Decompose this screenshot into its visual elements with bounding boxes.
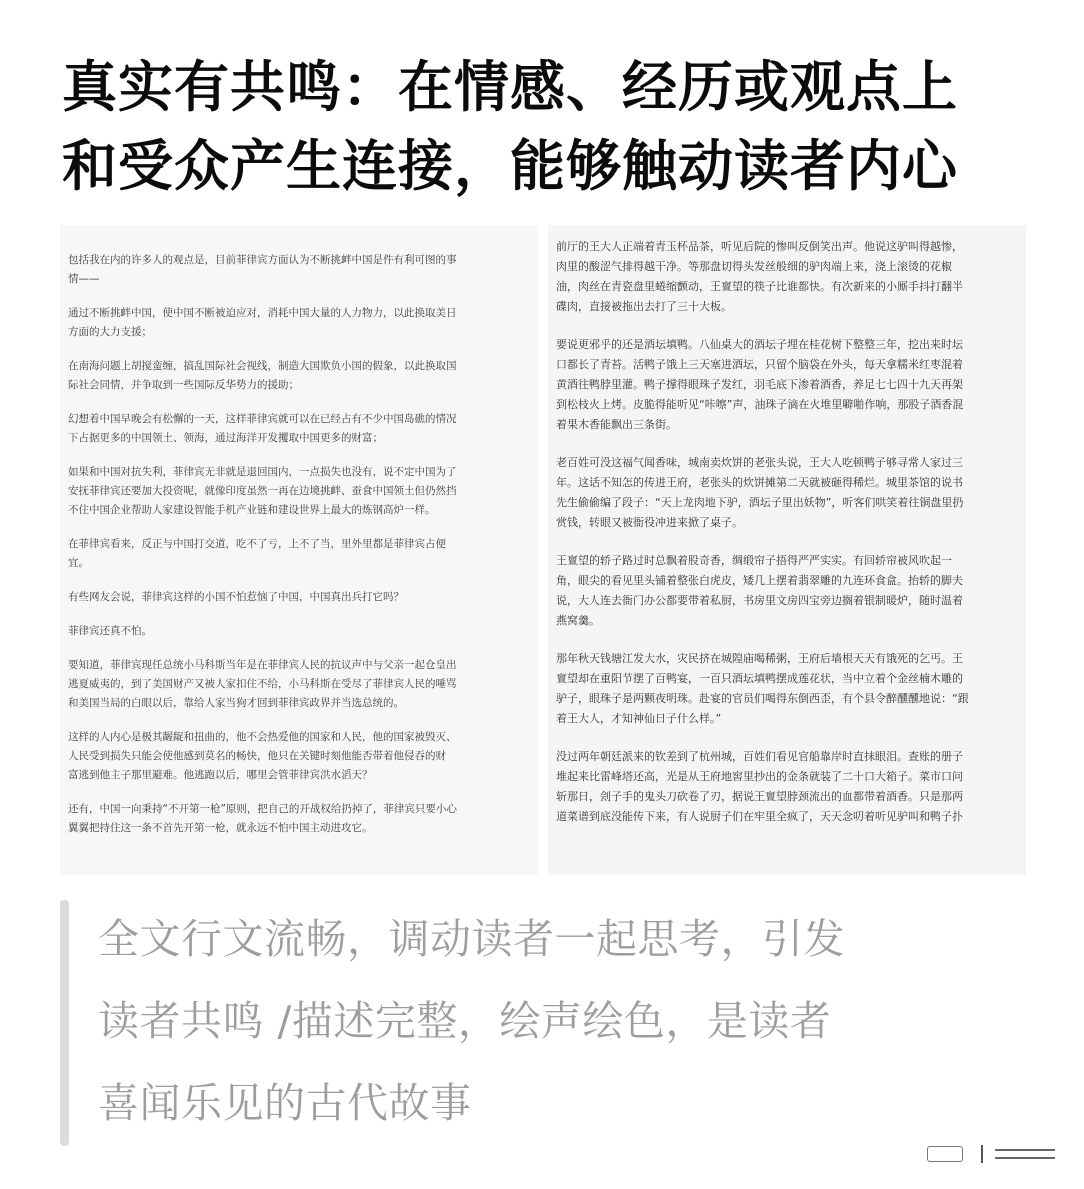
paragraph-line: 要知道，菲律宾现任总统小马科斯当年是在菲律宾人民的抗议声中与父亲一起仓皇出 [68,659,457,671]
left-paragraph [68,622,538,641]
paragraph-line: 黄酒往鸭脖里灌。鸭子撑得眼珠子发红，羽毛底下渗着酒香，养足七七四十九天再架 [556,378,963,391]
paragraph-line: 逃夏威夷的，到了美国财产又被人家扣住不给，小马科斯在受尽了菲律宾人民的唾骂 [68,678,457,690]
left-paragraph [68,535,538,573]
paragraph-line: 说，大人连去衙门办公都要带着私厨，书房里文房四宝旁边搁着银制暖炉，随时温着 [556,594,963,607]
paragraph-line: 宜。 [68,557,89,569]
paragraph-line: 不住中国企业帮助人家建设智能手机产业链和建设世界上最大的炼钢高炉一样。 [68,504,436,516]
paragraph-line: 口都长了青苔。活鸭子饿上三天塞进酒坛，只留个脑袋在外头，每天拿糯米红枣混着 [556,358,963,371]
paragraph-line: 下占据更多的中国领土、领海，通过海洋开发攫取中国更多的财富； [68,432,383,444]
left-paragraph [68,656,538,713]
paragraph-line: 这样的人内心是极其龌龊和扭曲的，他不会热爱他的国家和人民，他的国家被毁灭、 [68,731,457,743]
paragraph-line: 际社会同情，并争取到一些国际反华势力的援助； [68,379,299,391]
paragraph-line: 要说更邪乎的还是酒坛填鸭。八仙桌大的酒坛子埋在桂花树下整整三年，挖出来时坛 [556,338,963,351]
paragraph-line: 斩那日，刽子手的鬼头刀砍卷了刃，据说王亶望脖颈流出的血都带着酒香。只是那两 [556,790,963,803]
comment-quote [60,898,1020,1148]
paragraph-line: 没过两年朝廷派来的钦差到了杭州城，百姓们看见官船靠岸时直抹眼泪。查账的册子 [556,750,963,763]
paragraph-line: 菲律宾还真不怕。 [68,625,152,637]
paragraph-line: 人民受到损失只能会使他感到莫名的畅快，他只在关键时刻他能否带着他侵吞的财 [68,750,446,762]
right-paragraph [556,649,1026,729]
paragraph-line: 和美国当局的白眼以后，靠给人家当狗才回到菲律宾政界并当选总统的。 [68,697,404,709]
left-column-body [68,251,538,853]
paragraph-line: 那年秋天钱塘江发大水，灾民挤在城隍庙喝稀粥，王府后墙根天天有饿死的乞丐。王 [556,652,963,665]
right-paragraph [556,551,1026,631]
cursor-icon [975,1143,989,1165]
left-paragraph [68,357,538,395]
right-column-body [556,237,1026,845]
paragraph-line: 翼翼把持住这一条不首先开第一枪，就永远不怕中国主动进攻它。 [68,822,373,834]
paragraph-line: 着果木香能飘出三条街。 [556,418,677,431]
paragraph-line: 通过不断挑衅中国，使中国不断被迫应对，消耗中国大量的人力物力，以此换取美日 [68,307,457,319]
paragraph-line: 堆起来比雷峰塔还高，光是从王府地窖里抄出的金条就装了二十口大箱子。菜市口问 [556,770,963,783]
quote-text [98,898,845,1144]
right-paragraph [556,747,1026,827]
frame-icon [923,1143,967,1165]
paragraph-line: 年。这话不知怎的传进王府，老张头的炊饼摊第二天就被砸得稀烂。城里茶馆的说书 [556,476,963,489]
paragraph-line: 有些网友会说，菲律宾这样的小国不怕惹恼了中国，中国真出兵打它吗？ [68,591,404,603]
paragraph-line: 赏钱，转眼又被衙役冲进来掀了桌子。 [556,516,743,529]
quote-line-1: 全文行文流畅，调动读者一起思考，引发 [98,915,845,963]
paragraph-line: 还有，中国一向秉持“不开第一枪”原则，把自己的开战权给扔掉了，菲律宾只要小心 [68,803,457,815]
paragraph-line: 富逃到他主子那里避难。他逃跑以后，哪里会管菲律宾洪水滔天？ [68,769,373,781]
headline-line-2: 和受众产生连接，能够触动读者内心 [62,134,959,198]
left-paragraph [68,800,538,838]
paragraph-line: 着王大人，才知神仙日子什么样。” [556,712,722,725]
article-right-column [548,225,1026,875]
right-paragraph [556,335,1026,435]
right-paragraph [556,237,1026,317]
paragraph-line: 到松枝火上烤。皮脆得能听见“咔嚓”声，油珠子滴在火堆里噼啪作响，那股子酒香混 [556,398,964,411]
quote-bar [60,900,69,1146]
paragraph-line: 方面的大力支援； [68,326,152,338]
paragraph-line: 燕窝羹。 [556,614,600,627]
right-paragraph [556,453,1026,533]
headline-line-1: 真实有共鸣：在情感、经历或观点上 [62,55,959,119]
paragraph-line: 幻想着中国早晚会有松懈的一天，这样菲律宾就可以在已经占有不少中国岛礁的情况 [68,413,457,425]
watermark [923,1143,1058,1165]
left-paragraph [68,588,538,607]
paragraph-line: 道菜谱到底没能传下来，有人说厨子们在牢里全疯了，天天念叨着听见驴叫和鸭子扑 [556,810,963,823]
left-paragraph [68,728,538,785]
article-left-column [60,225,538,875]
article-screenshot [60,225,1026,875]
paragraph-line: 老百姓可没这福气闻香味，城南卖炊饼的老张头说，王大人吃顿鸭子够寻常人家过三 [556,456,963,469]
paragraph-line: 驴子，眼珠子是两颗夜明珠。赴宴的官员们喝得东倒西歪，有个县令醉醺醺地说：“跟 [556,692,969,705]
left-paragraph [68,251,538,289]
paragraph-line: 包括我在内的许多人的观点是，目前菲律宾方面认为不断挑衅中国是件有利可图的事 [68,254,457,266]
paragraph-line: 肉里的酸涩气排得越干净。等那盘切得头发丝般细的驴肉端上来，浇上滚烫的花椒 [556,260,952,273]
quote-line-3: 喜闻乐见的古代故事 [98,1079,472,1127]
quote-line-2: 读者共鸣 /描述完整，绘声绘色，是读者 [98,997,832,1045]
left-paragraph [68,463,538,520]
paragraph-line: 亶望却在重阳节摆了百鸭宴，一百只酒坛填鸭摆成莲花状，当中立着个金丝楠木雕的 [556,672,963,685]
paragraph-line: 油，肉丝在青瓷盘里蜷缩颤动，王亶望的筷子比谁都快。有次新来的小厮手抖打翻半 [556,280,963,293]
paragraph-line: 情—— [68,273,100,285]
paragraph-line: 在菲律宾看来，反正与中国打交道，吃不了亏，上不了当，里外里都是菲律宾占便 [68,538,446,550]
paragraph-line: 如果和中国对抗失利，菲律宾无非就是退回国内，一点损失也没有，说不定中国为了 [68,466,457,478]
left-paragraph [68,410,538,448]
paragraph-line: 先生偷偷编了段子：“天上龙肉地下驴，酒坛子里出妖物”，听客们哄笑着往铜盘里扔 [556,496,964,509]
paragraph-line: 前厅的王大人正端着青玉杯品茶，听见后院的惨叫反倒笑出声。他说这驴叫得越惨， [556,240,963,253]
menu-lines-icon [995,1143,1055,1165]
left-paragraph [68,304,538,342]
paragraph-line: 安抚菲律宾还要加大投资呢，就像印度虽然一再在边境挑衅、蚕食中国领土但仍然挡 [68,485,457,497]
headline [62,48,1042,206]
paragraph-line: 王亶望的轿子路过时总飘着股奇香，绸缎帘子捂得严严实实。有回轿帘被风吹起一 [556,554,952,567]
paragraph-line: 在南海问题上胡搅蛮缠，搞乱国际社会视线，制造大国欺负小国的假象，以此换取国 [68,360,457,372]
paragraph-line: 碟肉，直接被拖出去打了三十大板。 [556,300,732,313]
paragraph-line: 角，眼尖的看见里头铺着整张白虎皮，矮几上摆着翡翠雕的九连环食盒。抬轿的脚夫 [556,574,963,587]
